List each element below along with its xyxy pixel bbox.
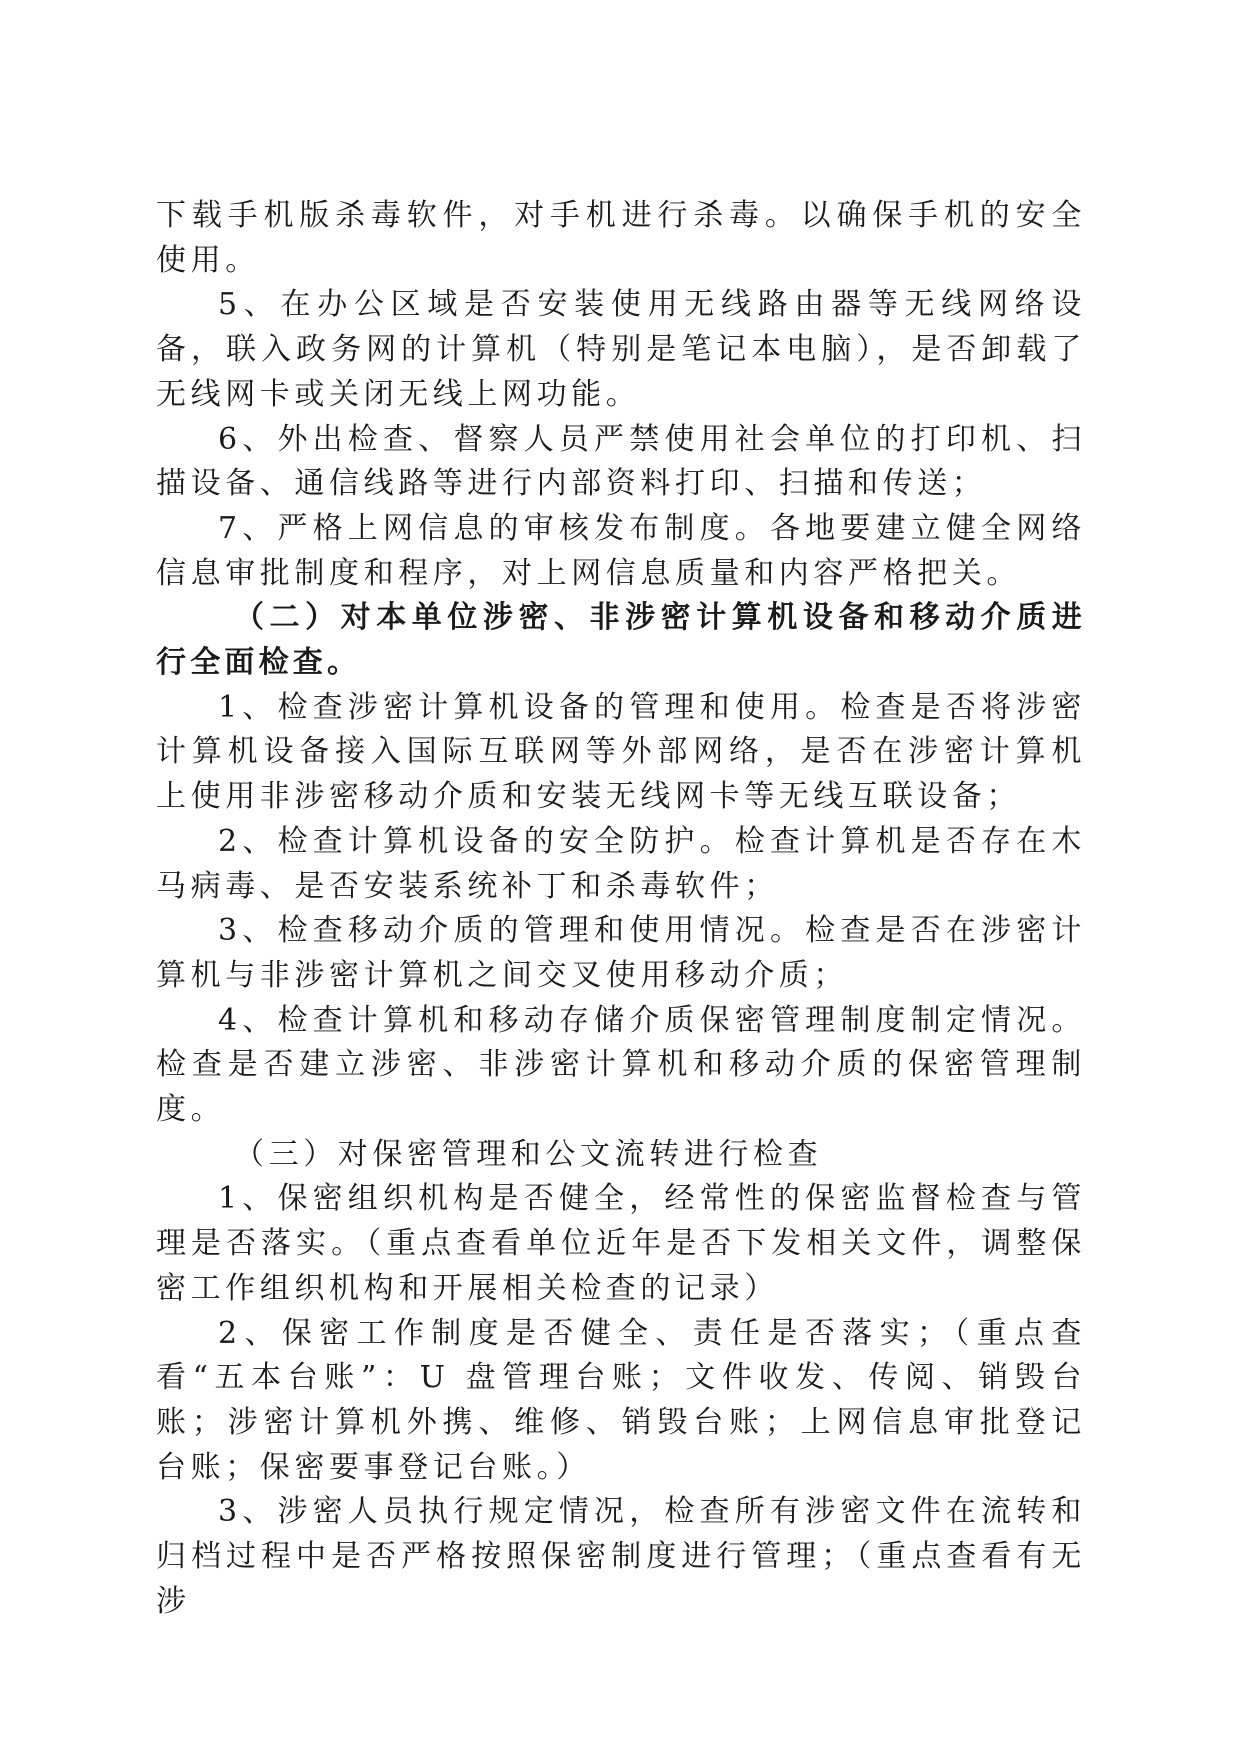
paragraph-item-6: 6、外出检查、督察人员严禁使用社会单位的打印机、扫描设备、通信线路等进行内部资料打印、扫描和传送； [156, 421, 1086, 502]
paragraph-s3-item-1: 1、保密组织机构是否健全，经常性的保密监督检查与管理是否落实。（重点查看单位近年是否下发相关文件，调整保密工作组织机构和开展相关检查的记录） [156, 1181, 1086, 1306]
section-heading-3: （三）对保密管理和公文流转进行检查 [234, 1136, 823, 1172]
section-heading-2: （二）对本单位涉密、非涉密计算机设备和移动介质进行全面检查。 [156, 600, 1086, 681]
paragraph-s2-item-4: 4、检查计算机和移动存储介质保密管理制度制定情况。检查是否建立涉密、非涉密计算机和移动介质的保密管理制度。 [156, 1002, 1086, 1128]
paragraph-s2-item-3: 3、检查移动介质的管理和使用情况。检查是否在涉密计算机与非涉密计算机之间交叉使用移动介质； [156, 913, 1086, 993]
body-text [156, 194, 1086, 1625]
paragraph-s3-item-2: 2、保密工作制度是否健全、责任是否落实；（重点查看“五本台账”：U 盘管理台账；文件收发、传阅、销毁台账；涉密计算机外携、维修、销毁台账；上网信息审批登记台账；保密要事登记台账。） [156, 1315, 1086, 1485]
paragraph-continuation: 下载手机版杀毒软件，对手机进行杀毒。以确保手机的安全使用。 [156, 198, 1086, 278]
paragraph-s2-item-1: 1、检查涉密计算机设备的管理和使用。检查是否将涉密计算机设备接入国际互联网等外部网络，是否在涉密计算机上使用非涉密移动介质和安装无线网卡等无线互联设备； [156, 689, 1086, 815]
paragraph-item-5: 5、在办公区域是否安装使用无线路由器等无线网络设备，联入政务网的计算机（特别是笔记本电脑），是否卸载了无线网卡或关闭无线上网功能。 [156, 287, 1086, 412]
paragraph-s2-item-2: 2、检查计算机设备的安全防护。检查计算机是否存在木马病毒、是否安装系统补丁和杀毒软件； [156, 823, 1086, 904]
paragraph-s3-item-3: 3、涉密人员执行规定情况，检查所有涉密文件在流转和归档过程中是否严格按照保密制度进行管理；（重点查看有无涉 [156, 1494, 1086, 1619]
paragraph-item-7: 7、严格上网信息的审核发布制度。各地要建立健全网络信息审批制度和程序，对上网信息质量和内容严格把关。 [156, 510, 1086, 591]
